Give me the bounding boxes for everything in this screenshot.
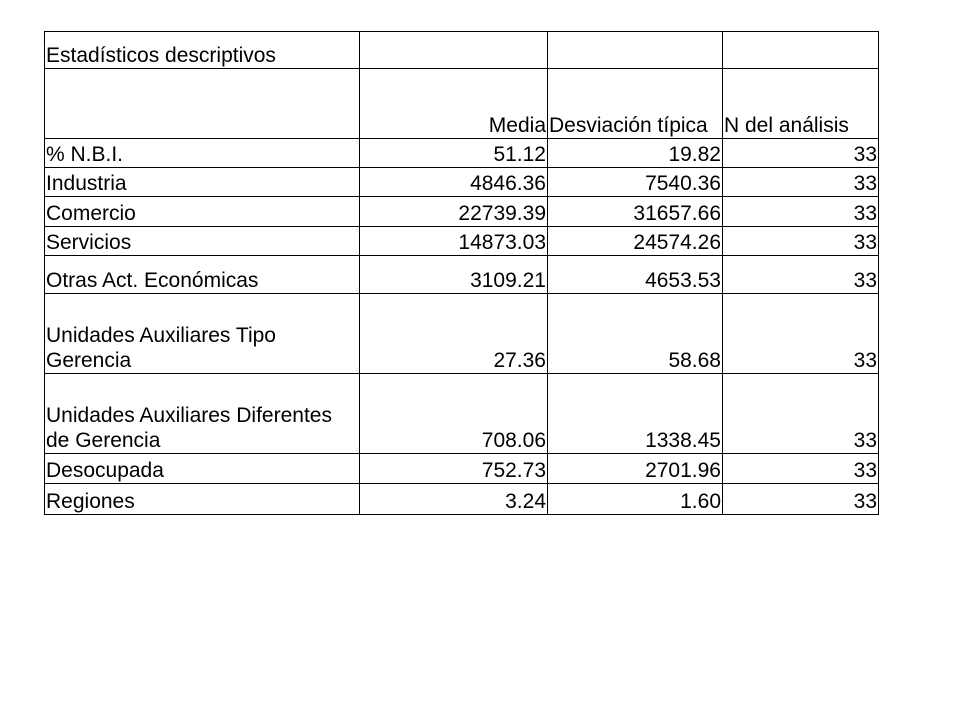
cell-desviacion: 7540.36 <box>548 168 723 197</box>
table-row <box>45 294 879 374</box>
cell-media: 3109.21 <box>360 256 548 294</box>
cell-media: 51.12 <box>360 139 548 168</box>
row-label: Industria <box>45 168 360 197</box>
table-row <box>45 484 879 515</box>
cell-media: 752.73 <box>360 454 548 484</box>
table-row <box>45 227 879 256</box>
row-label: Unidades Auxiliares Diferentes de Gerencia <box>45 374 360 454</box>
cell-media: 4846.36 <box>360 168 548 197</box>
empty-cell <box>45 69 360 139</box>
title-row <box>45 32 879 69</box>
row-label: Unidades Auxiliares Tipo Gerencia <box>45 294 360 374</box>
row-label: Otras Act. Económicas <box>45 256 360 294</box>
row-label: Regiones <box>45 484 360 515</box>
row-label: Desocupada <box>45 454 360 484</box>
empty-cell <box>360 32 548 69</box>
cell-n: 33 <box>723 256 879 294</box>
cell-n: 33 <box>723 454 879 484</box>
row-label: Servicios <box>45 227 360 256</box>
header-media: Media <box>360 69 548 139</box>
cell-desviacion: 31657.66 <box>548 197 723 227</box>
cell-media: 14873.03 <box>360 227 548 256</box>
table-row <box>45 197 879 227</box>
header-row <box>45 69 879 139</box>
cell-media: 708.06 <box>360 374 548 454</box>
cell-n: 33 <box>723 168 879 197</box>
cell-desviacion: 24574.26 <box>548 227 723 256</box>
cell-media: 22739.39 <box>360 197 548 227</box>
row-label: % N.B.I. <box>45 139 360 168</box>
table-row <box>45 168 879 197</box>
header-desviacion: Desviación típica <box>548 69 723 139</box>
cell-desviacion: 58.68 <box>548 294 723 374</box>
cell-desviacion: 19.82 <box>548 139 723 168</box>
header-n: N del análisis <box>723 69 879 139</box>
table-row <box>45 256 879 294</box>
cell-media: 27.36 <box>360 294 548 374</box>
cell-n: 33 <box>723 139 879 168</box>
empty-cell <box>548 32 723 69</box>
table-title: Estadísticos descriptivos <box>45 32 360 69</box>
cell-n: 33 <box>723 374 879 454</box>
descriptive-statistics-table <box>44 31 879 515</box>
row-label: Comercio <box>45 197 360 227</box>
cell-desviacion: 4653.53 <box>548 256 723 294</box>
table-row <box>45 374 879 454</box>
table-row <box>45 454 879 484</box>
cell-n: 33 <box>723 484 879 515</box>
cell-n: 33 <box>723 227 879 256</box>
empty-cell <box>723 32 879 69</box>
cell-desviacion: 2701.96 <box>548 454 723 484</box>
cell-n: 33 <box>723 197 879 227</box>
cell-desviacion: 1.60 <box>548 484 723 515</box>
table-row <box>45 139 879 168</box>
cell-n: 33 <box>723 294 879 374</box>
cell-media: 3.24 <box>360 484 548 515</box>
cell-desviacion: 1338.45 <box>548 374 723 454</box>
